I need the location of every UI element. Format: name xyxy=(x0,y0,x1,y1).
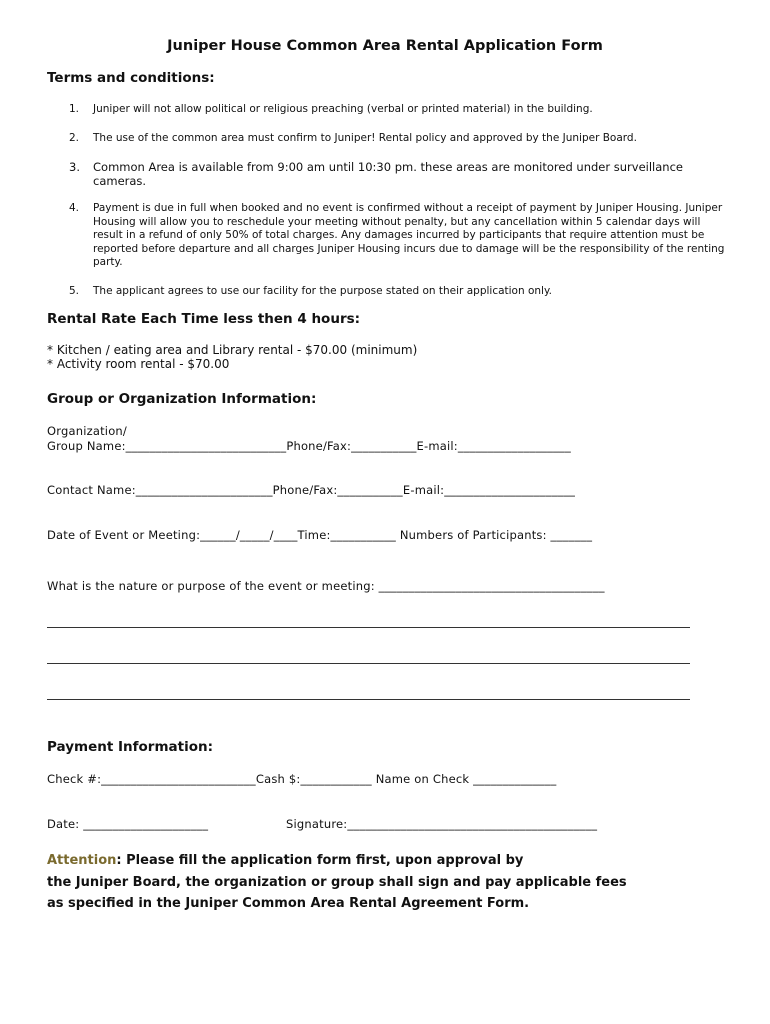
term-item xyxy=(47,160,727,188)
term-number: 2. xyxy=(69,131,80,144)
event-date-field[interactable]: Date of Event or Meeting:______/_____/____Time:___________ Numbers of Participants: _______ xyxy=(47,528,593,542)
term-text: The use of the common area must confirm to Juniper! Rental policy and approved by the Juniper Board. xyxy=(93,131,637,144)
term-number: 3. xyxy=(69,160,80,174)
signature-field[interactable]: Signature:__________________________________________ xyxy=(286,817,598,831)
term-item xyxy=(47,103,727,117)
attention-line-2: the Juniper Board, the organization or group shall sign and pay applicable fees xyxy=(47,874,627,890)
organization-label: Organization/ xyxy=(47,424,127,438)
payment-check-field[interactable]: Check #:__________________________Cash $:____________ Name on Check ______________ xyxy=(47,772,557,786)
rental-rate-heading: Rental Rate Each Time less then 4 hours: xyxy=(47,311,361,327)
term-text: The applicant agrees to use our facility for the purpose stated on their application only. xyxy=(93,284,553,297)
contact-name-field[interactable]: Contact Name:_______________________Phone/Fax:___________E-mail:______________________ xyxy=(47,483,576,497)
terms-list xyxy=(47,103,727,313)
rate-line-activity: * Activity room rental - $70.00 xyxy=(47,357,230,371)
event-purpose-field[interactable]: What is the nature or purpose of the event or meeting: ______________________________________ xyxy=(47,579,605,593)
group-name-field[interactable]: Group Name:___________________________Phone/Fax:___________E-mail:___________________ xyxy=(47,439,571,453)
term-text: Payment is due in full when booked and no event is confirmed without a receipt of payment by Juniper Housing. Juniper Housing will allow you to reschedule your meeting without penalty, but any cancellation within 5 calendar days will result in a refund of only 50% of total charges. Any damages incurred by participants that require attention must be reported before departure and all charges Juniper Housing incurs due to damage will be the responsibility of the renting party. xyxy=(93,202,725,268)
payment-heading: Payment Information: xyxy=(47,739,213,755)
term-item xyxy=(47,132,727,146)
term-number: 4. xyxy=(69,202,80,214)
term-number: 5. xyxy=(69,284,80,297)
term-number: 1. xyxy=(69,103,80,115)
term-text: Common Area is available from 9:00 am until 10:30 pm. these areas are monitored under surveillance cameras. xyxy=(93,160,683,188)
payment-date-field[interactable]: Date: _____________________ xyxy=(47,817,209,831)
purpose-line-2[interactable] xyxy=(47,663,690,664)
terms-heading: Terms and conditions: xyxy=(47,70,215,86)
term-item xyxy=(47,285,727,299)
attention-lead: Attention xyxy=(47,853,117,868)
term-item xyxy=(47,202,727,270)
attention-note xyxy=(47,850,737,915)
group-info-heading: Group or Organization Information: xyxy=(47,391,317,407)
attention-line-3: as specified in the Juniper Common Area Rental Agreement Form. xyxy=(47,896,530,911)
purpose-line-3[interactable] xyxy=(47,699,690,700)
rate-line-kitchen: * Kitchen / eating area and Library rental - $70.00 (minimum) xyxy=(47,343,418,357)
term-text: Juniper will not allow political or religious preaching (verbal or printed material) in the building. xyxy=(93,103,593,115)
attention-line-1: : Please fill the application form first, upon approval by xyxy=(116,853,524,868)
purpose-line-1[interactable] xyxy=(47,627,690,628)
page-title: Juniper House Common Area Rental Application Form xyxy=(167,38,603,54)
